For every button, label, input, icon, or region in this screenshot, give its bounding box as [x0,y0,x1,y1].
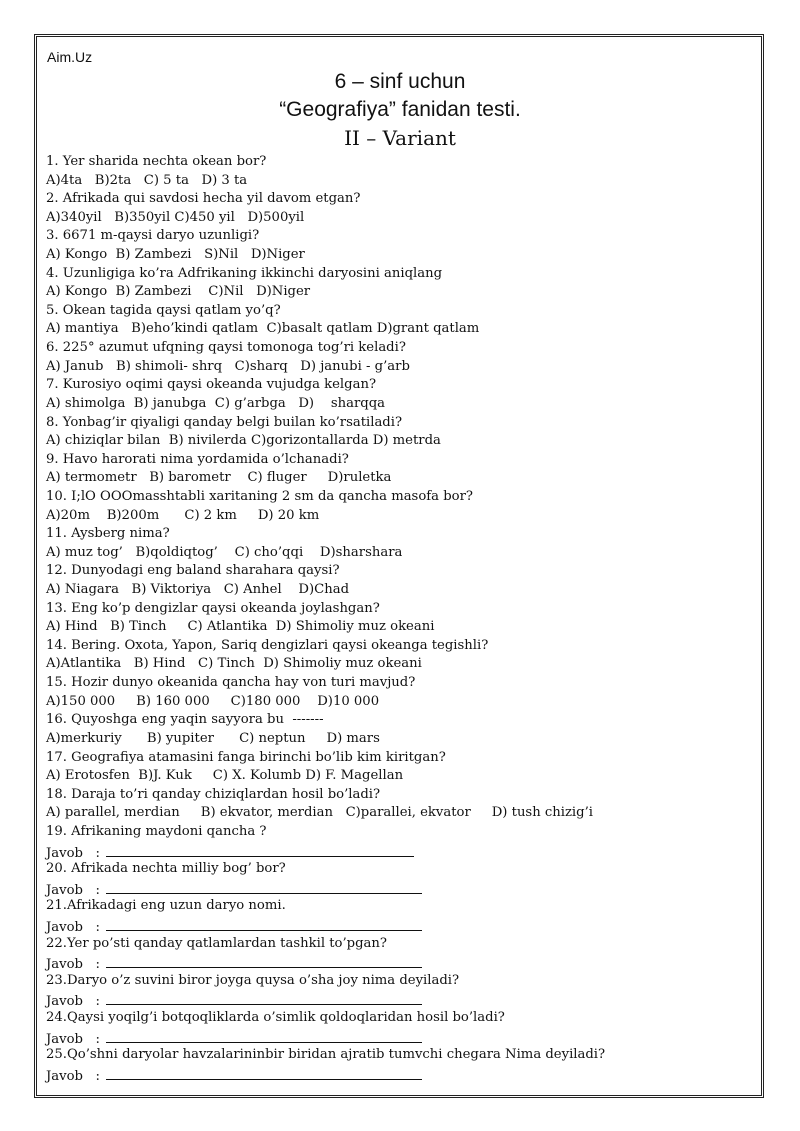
question-text: 7. Kurosiyo oqimi qaysi okeanda vujudga kelgan? [46,377,377,393]
answer-field[interactable] [46,990,756,1009]
answer-options: A) Hind B) Tinch C) Atlantika D) Shimoliy muz okeani [46,619,435,635]
answer-blank[interactable] [106,916,422,931]
answer-field[interactable] [46,953,756,972]
question-text: 4. Uzunligiga ko’ra Adfrikaning ikkinchi daryosini aniqlang [46,265,443,281]
answer-options: A)340yil B)350yil C)450 yil D)500yil [46,209,305,225]
question-text: 1. Yer sharida nechta okean bor? [46,154,267,169]
question-text: 19. Afrikaning maydoni qancha ? [46,823,267,839]
answer-label: Javob : [46,1031,100,1047]
answer-options: A) Niagara B) Viktoriya C) Anhel D)Chad [46,582,350,598]
answer-blank[interactable] [106,953,422,968]
answer-options: A) Erotosfen B)J. Kuk C) X. Kolumb D) F. Magellan [46,768,404,784]
question-text: 15. Hozir dunyo okeanida qancha hay von turi mavjud? [46,675,416,691]
answer-options: A)20m B)200m C) 2 km D) 20 km [46,507,320,523]
answer-options: A) parallel, merdian B) ekvator, merdian C)parallei, ekvator D) tush chizig’i [46,805,594,821]
answer-options: A) mantiya B)eho’kindi qatlam C)basalt qatlam D)grant qatlam [46,321,480,337]
answer-options: A) shimolga B) janubga C) g’arbga D) sharqqa [46,395,385,411]
question-text: 11. Aysberg nima? [46,526,170,542]
answer-options: A) Janub B) shimoli- shrq C)sharq D) janubi - g’arb [46,358,410,374]
answer-options: A) Kongo B) Zambezi C)Nil D)Niger [46,284,311,300]
answer-blank[interactable] [106,990,422,1005]
answer-label: Javob : [46,919,100,935]
answer-field[interactable] [46,1065,756,1084]
answer-label: Javob : [46,1068,100,1084]
answer-options: A) Kongo B) Zambezi S)Nil D)Niger [46,247,305,263]
answer-options: A)150 000 B) 160 000 C)180 000 D)10 000 [46,693,380,709]
question-text: 10. I;lO OOOmasshtabli xaritaning 2 sm da qancha masofa bor? [46,488,473,504]
question-text: 14. Bering. Oxota, Yapon, Sariq dengizlari qaysi okeanga tegishli? [46,637,489,653]
question-text: 9. Havo harorati nima yordamida o’lchanadi? [46,451,349,467]
title-variant: II – Variant [344,126,456,150]
question-text: 8. Yonbag’ir qiyaligi qanday belgi builan ko’rsatiladi? [46,414,403,430]
answer-blank[interactable] [106,879,422,894]
question-text: 22.Yer po’sti qanday qatlamlardan tashkil to’pgan? [46,935,387,951]
answer-blank[interactable] [106,842,414,857]
question-text: 21.Afrikadagi eng uzun daryo nomi. [46,898,286,914]
title-subject: “Geografiya” fanidan testi. [279,98,521,121]
answer-field[interactable] [46,842,756,861]
question-text: 18. Daraja to’ri qanday chiziqlardan hosil bo’ladi? [46,786,381,802]
answer-blank[interactable] [106,1028,422,1043]
answer-options: A)merkuriy B) yupiter C) neptun D) mars [46,730,380,746]
answer-options: A)4ta B)2ta C) 5 ta D) 3 ta [46,172,248,188]
answer-field[interactable] [46,916,756,935]
title-block [0,68,800,152]
answer-options: A) muz tog’ B)qoldiqtog’ C) cho’qqi D)sharshara [46,544,403,560]
answer-field[interactable] [46,879,756,898]
answer-blank[interactable] [106,1065,422,1080]
question-text: 3. 6671 m-qaysi daryo uzunligi? [46,228,260,244]
question-text: 12. Dunyodagi eng baland sharahara qaysi? [46,563,340,579]
answer-options: A) chiziqlar bilan B) nivilerda C)gorizontallarda D) metrda [46,433,441,449]
question-text: 16. Quyoshga eng yaqin sayyora bu ------- [46,712,324,728]
answer-options: A) termometr B) barometr C) fluger D)ruletka [46,470,392,486]
question-text: 20. Afrikada nechta milliy bog’ bor? [46,861,286,877]
answer-field[interactable] [46,1028,756,1047]
question-text: 13. Eng ko’p dengizlar qaysi okeanda joylashgan? [46,600,380,616]
question-text: 6. 225° azumut ufqning qaysi tomonoga tog’ri keladi? [46,340,406,356]
answer-label: Javob : [46,957,100,973]
answer-options: A)Atlantika B) Hind C) Tinch D) Shimoliy muz okeani [46,656,422,672]
question-text: 2. Afrikada qui savdosi hecha yil davom etgan? [46,191,361,207]
question-text: 23.Daryo o’z suvini biror joyga quysa o’sha joy nima deyiladi? [46,972,460,988]
question-text: 5. Okean tagida qaysi qatlam yo’q? [46,302,281,318]
question-text: 17. Geografiya atamasini fanga birinchi bo’lib kim kiritgan? [46,749,446,765]
site-label: Aim.Uz [47,49,93,65]
question-text: 24.Qaysi yoqilg’i botqoqliklarda o’simlik qoldoqlaridan hosil bo’ladi? [46,1010,505,1026]
question-text: 25.Qo’shni daryolar havzalarininbir biridan ajratib tumvchi chegara Nima deyiladi? [46,1047,606,1063]
answer-label: Javob : [46,882,100,898]
title-grade: 6 – sinf uchun [334,70,466,93]
test-body [46,153,756,1083]
answer-label: Javob : [46,845,100,861]
answer-label: Javob : [46,994,100,1010]
